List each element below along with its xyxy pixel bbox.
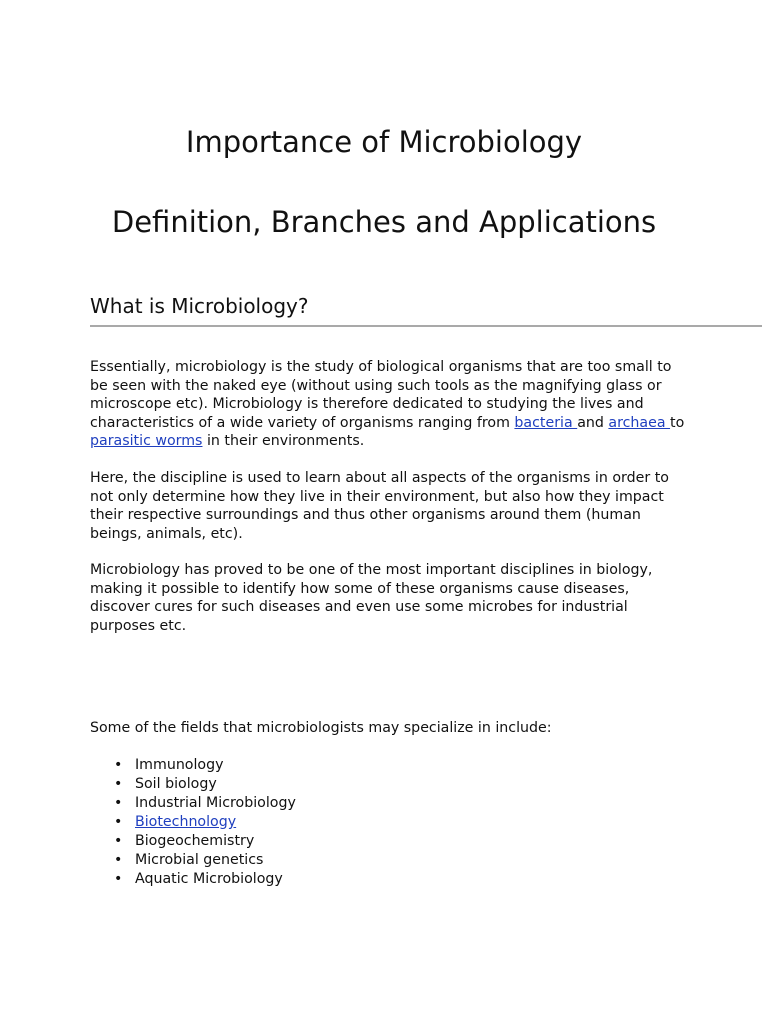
list-item-label: Soil biology: [135, 776, 217, 792]
bullet-icon: •: [114, 871, 123, 887]
paragraph-importance: Microbiology has proved to be one of the most important disciplines in biology, making it possible to identify how some of these organisms cause diseases, discover cures for such diseases and even use some microbes for industrial purposes etc.: [90, 562, 653, 634]
list-item-label: Biogeochemistry: [135, 833, 255, 849]
document-title: Importance of Microbiology: [185, 125, 583, 159]
list-item-label: Industrial Microbiology: [135, 795, 296, 811]
list-item-immunology: [90, 756, 296, 775]
list-item-label: Immunology: [135, 757, 224, 773]
list-item-aquatic-microbiology: [90, 870, 296, 889]
list-item-biogeochemistry: [90, 832, 296, 851]
link-biotechnology[interactable]: Biotechnology: [135, 814, 237, 830]
paragraph-discipline: Here, the discipline is used to learn about all aspects of the organisms in order to not only determine how they live in their environment, but also how they impact their respective surroundings and thus other organisms around them (human beings, animals, etc).: [90, 470, 669, 542]
paragraph-fields-intro: Some of the fields that microbiologists may specialize in include:: [90, 720, 552, 736]
heading-divider: [90, 325, 762, 327]
link-bacteria[interactable]: bacteria: [514, 414, 578, 431]
bullet-icon: •: [114, 795, 123, 811]
bullet-icon: •: [114, 776, 123, 792]
fields-list: [90, 756, 296, 889]
list-item-industrial-microbiology: [90, 794, 296, 813]
list-item-label: Microbial genetics: [135, 852, 264, 868]
link-parasitic-worms[interactable]: parasitic worms: [90, 433, 203, 450]
paragraph-definition-text: Essentially, microbiology is the study of biological organisms that are too small to be seen with the naked eye (without using such tools as the magnifying glass or microscope etc). Microbiology is therefore dedicated to studying the lives and characteristics of a wide variety of organisms ranging from: [90, 359, 672, 431]
link-archaea[interactable]: archaea: [608, 414, 671, 431]
list-item-biotechnology: [90, 813, 296, 832]
list-item-label: Aquatic Microbiology: [135, 871, 283, 887]
bullet-icon: •: [114, 757, 123, 773]
paragraph-definition-and: and: [577, 414, 609, 431]
document-subtitle: Definition, Branches and Applications: [111, 205, 657, 239]
bullet-icon: •: [114, 852, 123, 868]
paragraph-definition: [90, 358, 690, 451]
paragraph-definition-to: to: [670, 414, 685, 431]
section-heading: What is Microbiology?: [90, 294, 309, 318]
bullet-icon: •: [114, 814, 123, 830]
list-item-soil-biology: [90, 775, 296, 794]
list-item-microbial-genetics: [90, 851, 296, 870]
bullet-icon: •: [114, 833, 123, 849]
paragraph-definition-end: in their environments.: [202, 433, 365, 450]
